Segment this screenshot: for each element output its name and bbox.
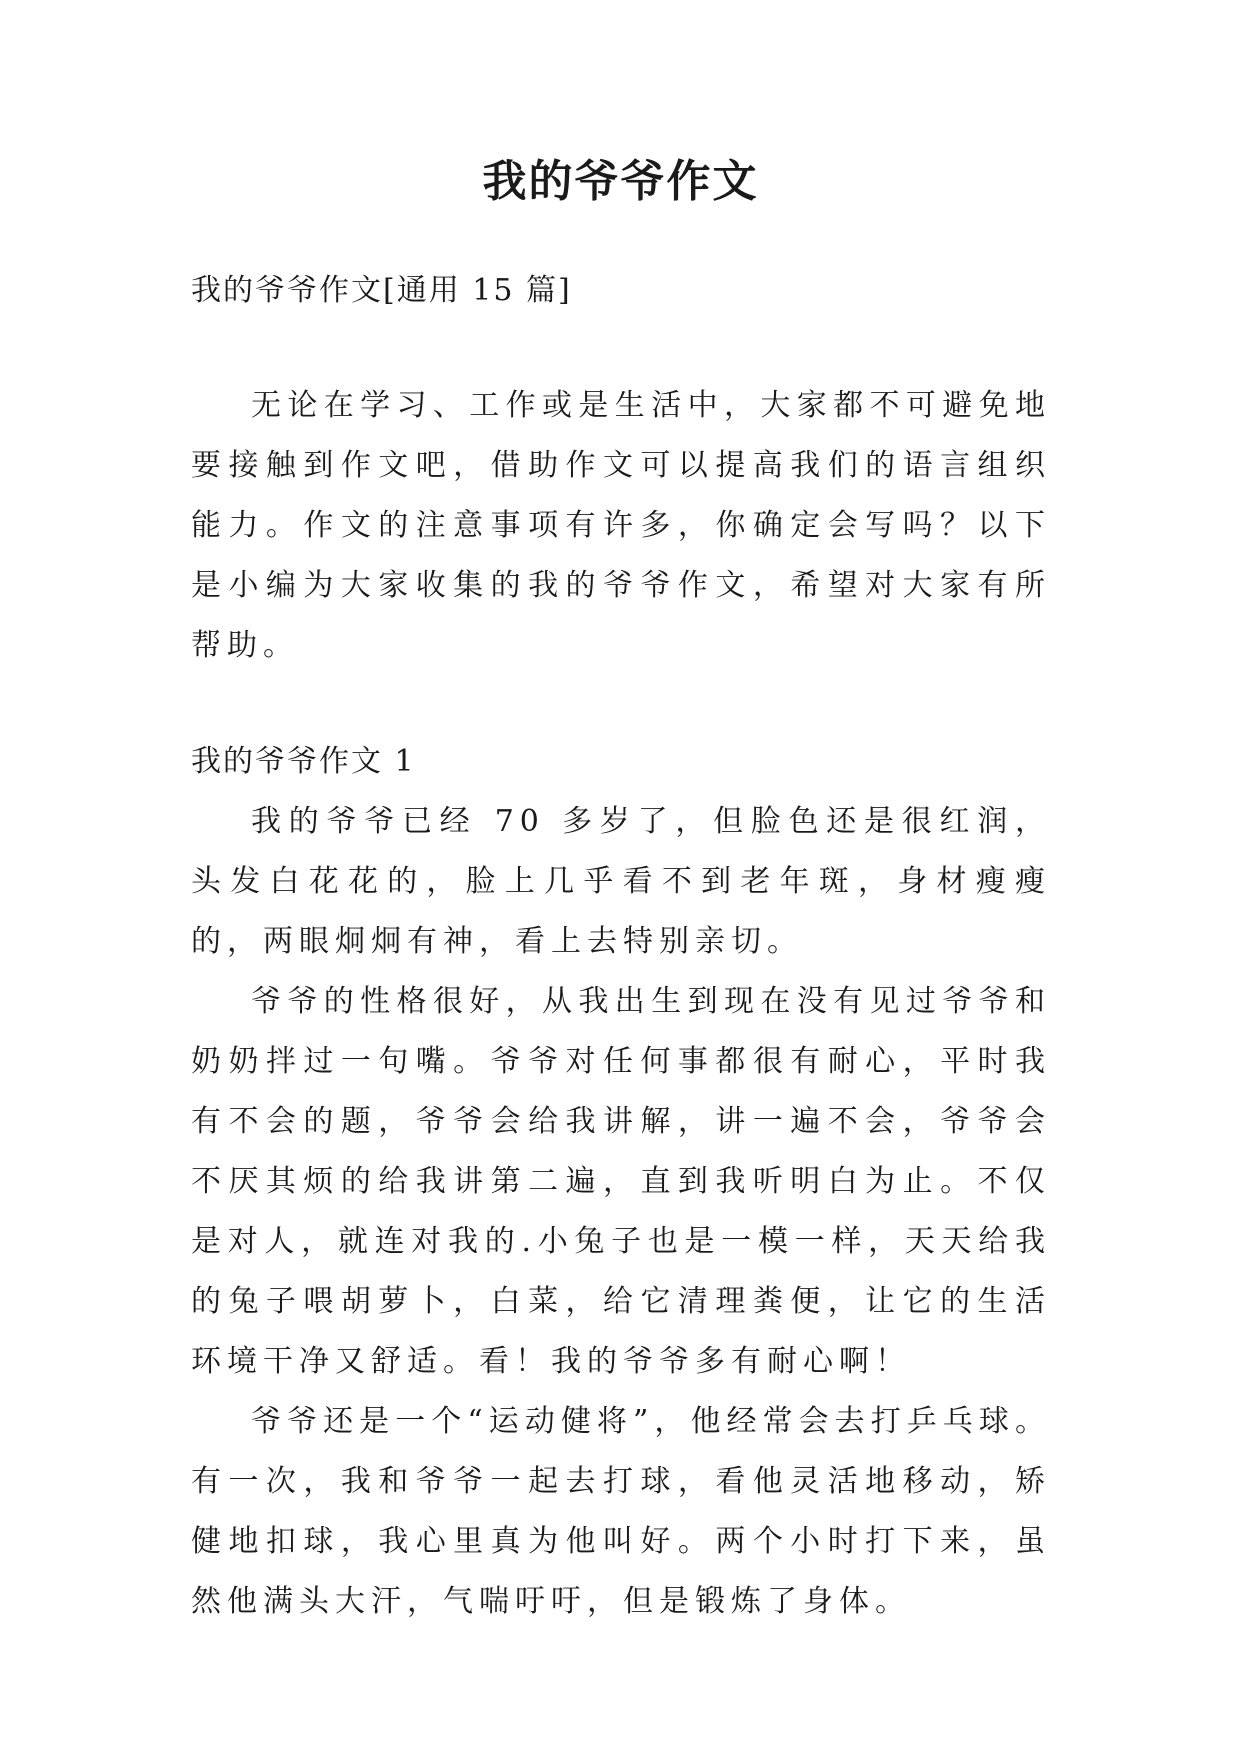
body-paragraph-1: 我的爷爷已经 70 多岁了，但脸色还是很红润，头发白花花的，脸上几乎看不到老年斑，身材瘦瘦的，两眼炯炯有神，看上去特别亲切。 — [191, 804, 1051, 959]
section-heading: 我的爷爷作文 1 — [191, 744, 416, 779]
body-paragraph-3: 爷爷还是一个“运动健将”，他经常会去打乒乓球。有一次，我和爷爷一起去打球，看他灵活地移动，矫健地扣球，我心里真为他叫好。两个小时打下来，虽然他满头大汗，气喘吁吁，但是锻炼了身体。 — [191, 1404, 1051, 1619]
body-paragraph-2: 爷爷的性格很好，从我出生到现在没有见过爷爷和奶奶拌过一句嘴。爷爷对任何事都很有耐心，平时我有不会的题，爷爷会给我讲解，讲一遍不会，爷爷会不厌其烦的给我讲第二遍，直到我听明白为止。不仅是对人，就连对我的.小兔子也是一模一样，天天给我的兔子喂胡萝卜，白菜，给它清理粪便，让它的生活环境干净又舒适。看！我的爷爷多有耐心啊！ — [191, 984, 1051, 1379]
spacer — [191, 676, 1051, 732]
document-subtitle: 我的爷爷作文[通用 15 篇] — [191, 273, 572, 308]
document-title: 我的爷爷作文 — [482, 156, 759, 207]
intro-paragraph: 无论在学习、工作或是生活中，大家都不可避免地要接触到作文吧，借助作文可以提高我们的语言组织能力。作文的注意事项有许多，你确定会写吗？以下是小编为大家收集的我的爷爷作文，希望对大家有所帮助。 — [191, 388, 1051, 663]
spacer — [191, 320, 1051, 376]
document-body — [191, 262, 1051, 1632]
